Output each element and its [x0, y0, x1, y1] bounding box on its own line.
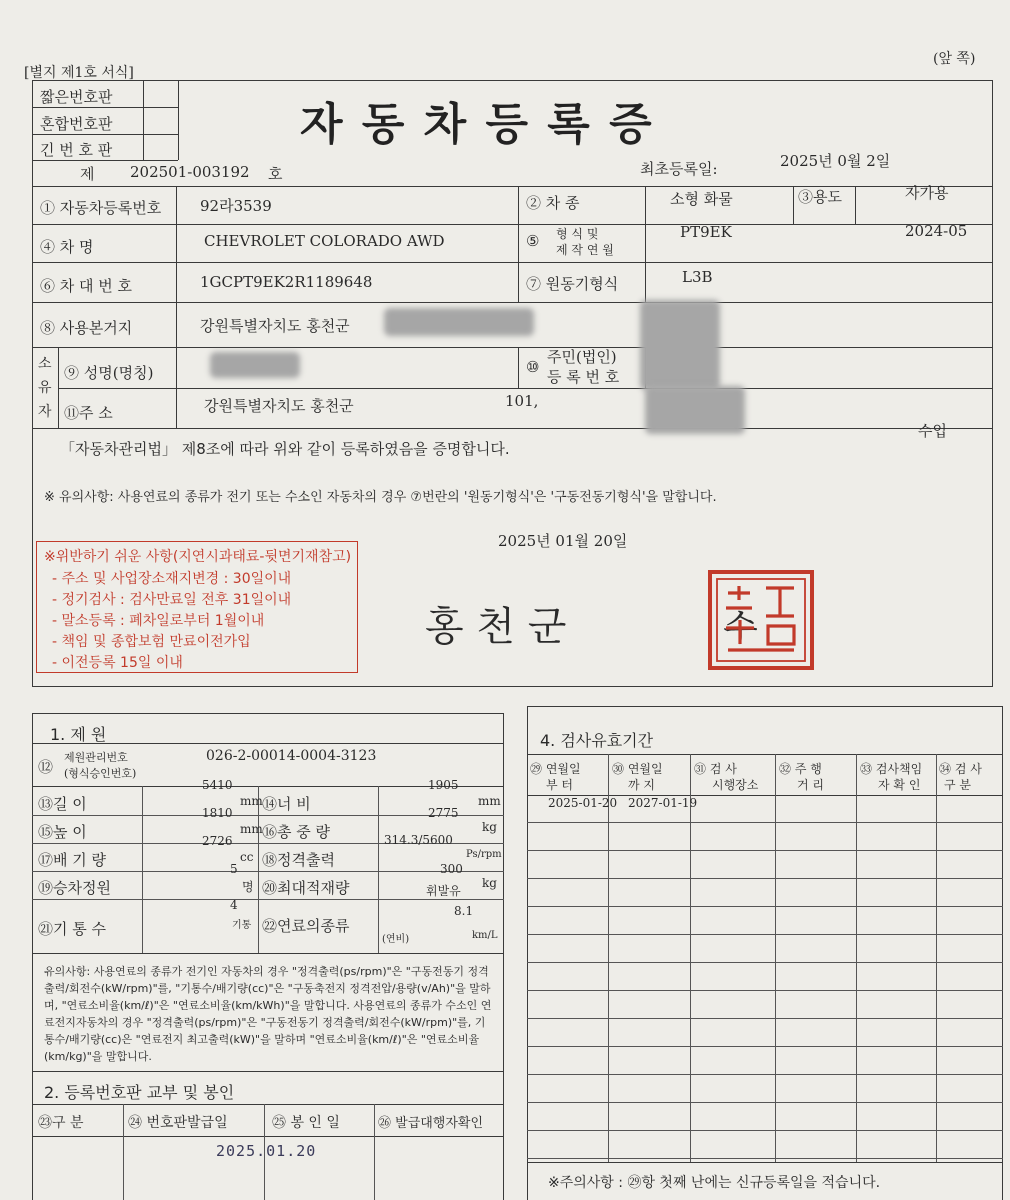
insp-header: ㉝ 검사책임 — [860, 762, 923, 776]
inspection-footnote: ※주의사항 : ㉙항 첫째 난에는 신규등록일을 적습니다. — [548, 1175, 881, 1191]
insp-header: 구 분 — [944, 778, 971, 792]
document-title: 자 동 차 등 록 증 — [300, 99, 654, 150]
warning-item: - 책임 및 종합보험 만료이전가입 — [52, 634, 251, 650]
spec-label-approval: (형식승인번호) — [64, 767, 137, 780]
spec-power-unit: Ps/rpm — [466, 849, 502, 860]
spec-label-length: ⑬길 이 — [38, 795, 87, 813]
plate-type-short: 짧은번호판 — [40, 88, 113, 106]
spec-mgmt-number: 026-2-00014-0004-3123 — [206, 748, 377, 764]
spec-seats-unit: 명 — [242, 880, 254, 894]
value-vin: 1GCPT9EK2R1189648 — [200, 273, 373, 291]
value-car-name: CHEVROLET COLORADO AWD — [204, 232, 445, 250]
grid-line — [527, 1046, 1003, 1047]
plate-header: ㉓구 분 — [38, 1115, 84, 1131]
plate-type-long: 긴 번 호 판 — [40, 141, 113, 159]
value-engine: L3B — [682, 268, 713, 286]
insp-header: ㉛ 검 사 — [694, 762, 737, 776]
redaction — [645, 386, 745, 434]
insp-header: ㉚ 연월일 — [612, 762, 663, 776]
first-reg-label: 최초등록일: — [640, 160, 718, 178]
insp-header: 부 터 — [546, 778, 573, 792]
insp-valid-to: 2027-01-19 — [628, 796, 698, 810]
warning-item: - 말소등록 : 폐차일로부터 1월이내 — [52, 613, 265, 629]
side-indicator: (앞 쪽) — [933, 51, 976, 67]
spec-load-unit: kg — [482, 876, 497, 890]
label-form-num: ⑤ — [526, 232, 540, 250]
insp-header: 거 리 — [797, 778, 824, 792]
grid-line — [527, 1018, 1003, 1019]
spec-label-fuel: ㉒연료의종류 — [262, 917, 350, 935]
insp-header: ㉜ 주 행 — [779, 762, 822, 776]
value-usage: 자가용 — [905, 184, 949, 202]
label-engine: ⑦ 원동기형식 — [526, 275, 619, 293]
grid-line — [775, 754, 776, 1162]
spec-cylinders: 4 — [230, 898, 238, 912]
insp-header: 자 확 인 — [878, 778, 921, 792]
spec-label-mgmt: 제원관리번호 — [64, 751, 128, 764]
grid-line — [856, 754, 857, 1162]
insp-header: 시행장소 — [712, 778, 759, 792]
paid-mark: 수입 — [918, 422, 947, 440]
spec-cylinders-unit: 기통 — [232, 920, 252, 931]
seal-text — [706, 568, 707, 569]
cert-date: 2025년 01월 20일 — [498, 532, 628, 550]
grid-line — [690, 754, 691, 1162]
grid-line — [527, 850, 1003, 851]
plate-header: ㉖ 발급대행자확인 — [378, 1116, 484, 1131]
value-address-unit: 101, — [505, 392, 539, 410]
grid-line — [527, 1102, 1003, 1103]
redaction — [640, 300, 720, 390]
value-vehicle-type: 소형 화물 — [670, 190, 733, 208]
insp-header: ㉙ 연월일 — [530, 762, 581, 776]
grid-line — [527, 934, 1003, 935]
value-manufacture-date: 2024-05 — [905, 222, 968, 240]
official-seal — [706, 568, 816, 672]
label-id-b: 등 록 번 호 — [547, 368, 620, 386]
plate-type-mixed: 혼합번호판 — [40, 115, 113, 133]
spec-width-unit: mm — [478, 794, 501, 808]
spec-efficiency: 8.1 — [454, 904, 474, 918]
label-form-b: 제 작 연 월 — [556, 243, 614, 257]
spec-seats: 5 — [230, 862, 238, 876]
spec-height-unit: mm — [240, 822, 263, 836]
grid-line — [527, 822, 1003, 823]
reg-no-prefix: 제 — [80, 165, 95, 183]
value-form: PT9EK — [680, 223, 732, 241]
value-reg-number: 92라3539 — [200, 197, 272, 215]
spec-eff-label: (연비) — [382, 934, 410, 945]
spec-weight: 2775 — [428, 806, 459, 820]
insp-header: 까 지 — [628, 778, 655, 792]
spec-weight-unit: kg — [482, 820, 497, 834]
value-base-location: 강원특별자치도 홍천군 — [200, 317, 350, 335]
label-form-a: 형 식 및 — [556, 227, 599, 241]
insp-header: ㉞ 검 사 — [939, 762, 982, 776]
spec-label-load: ⑳최대적재량 — [262, 879, 350, 897]
value-address: 강원특별자치도 홍천군 — [204, 397, 354, 415]
cert-notice: ※ 유의사항: 사용연료의 종류가 전기 또는 수소인 자동차의 경우 ⑦번란의 '원동기형식'은 '구동전동기형식'을 말합니다. — [44, 490, 717, 505]
label-usage: ③용도 — [798, 188, 842, 206]
spec-displacement-unit: cc — [240, 850, 254, 864]
spec-width: 1905 — [428, 778, 459, 792]
warning-item: - 정기검사 : 검사만료일 전후 31일이내 — [52, 592, 292, 608]
spec-label-num: ⑫ — [38, 758, 54, 776]
insp-valid-from: 2025-01-20 — [548, 796, 618, 810]
grid-line — [527, 878, 1003, 879]
label-car-name: ④ 차 명 — [40, 238, 94, 256]
spec-length-unit: mm — [240, 794, 263, 808]
inspection-frame — [527, 706, 1003, 1200]
spec-label-seats: ⑲승차정원 — [38, 879, 111, 897]
form-annex: [별지 제1호 서식] — [24, 65, 134, 81]
label-name: ⑨ 성명(명칭) — [64, 364, 154, 382]
spec-load: 300 — [440, 862, 463, 876]
spec-height: 1810 — [202, 806, 233, 820]
label-vin: ⑥ 차 대 번 호 — [40, 277, 133, 295]
grid-line — [527, 1074, 1003, 1075]
warning-item: - 이전등록 15일 이내 — [52, 655, 183, 671]
reg-no-suffix: 호 — [268, 165, 283, 183]
cert-statement: 「자동차관리법」 제8조에 따라 위와 같이 등록하였음을 증명합니다. — [60, 440, 510, 458]
warning-item: - 주소 및 사업장소재지변경 : 30일이내 — [52, 571, 292, 587]
inspection-section-title: 4. 검사유효기간 — [540, 731, 654, 750]
redaction — [210, 352, 300, 378]
plate-section-title: 2. 등록번호판 교부 및 봉인 — [44, 1083, 235, 1102]
spec-label-displacement: ⑰배 기 량 — [38, 851, 107, 869]
spec-label-height: ⑮높 이 — [38, 823, 87, 841]
grid-line — [527, 1158, 1003, 1159]
grid-line — [527, 906, 1003, 907]
label-base-location: ⑧ 사용본거지 — [40, 319, 133, 337]
grid-line — [936, 754, 937, 1162]
spec-length: 5410 — [202, 778, 233, 792]
spec-label-weight: ⑯총 중 량 — [262, 823, 331, 841]
reg-number: 202501-003192 — [130, 163, 250, 181]
owner-side-label: 소 유 자 — [38, 356, 52, 420]
label-id-a: 주민(법인) — [547, 348, 617, 366]
redaction — [384, 308, 534, 336]
grid-line — [527, 990, 1003, 991]
spec-label-cylinders: ㉑기 통 수 — [38, 920, 107, 938]
grid-line — [527, 1130, 1003, 1131]
issuer-name: 홍 천 군 — [425, 604, 567, 650]
label-reg-number: ① 자동차등록번호 — [40, 199, 162, 217]
grid-line — [527, 962, 1003, 963]
plate-issue-date: 2025.01.20 — [216, 1142, 317, 1160]
issuer-suffix: 수 — [723, 608, 758, 649]
spec-efficiency-unit: km/L — [472, 930, 498, 941]
spec-displacement: 2726 — [202, 834, 233, 848]
label-id-num: ⑩ — [526, 358, 540, 376]
label-vehicle-type: ② 차 종 — [526, 194, 580, 212]
warning-title: ※위반하기 쉬운 사항(지연시과태료-뒷면기재참고) — [44, 549, 352, 565]
plate-header: ㉕ 봉 인 일 — [272, 1115, 340, 1131]
plate-header: ㉔ 번호판발급일 — [128, 1115, 228, 1131]
spec-power: 314.3/5600 — [384, 833, 453, 847]
spec-label-width: ⑭너 비 — [262, 795, 311, 813]
specs-section-title: 1. 제 원 — [50, 725, 107, 744]
grid-line — [608, 754, 609, 1162]
label-address: ⑪주 소 — [64, 404, 113, 422]
first-reg-date: 2025년 0월 2일 — [780, 152, 891, 170]
specs-note: 유의사항: 사용연료의 종류가 전기인 자동차의 경우 "정격출력(ps/rpm)"은 "구동전동기 정격출력/회전수(kW/rpm)"를, "기통수/배기량(cc)"은 "구동축전지 정격전압/용량(v/Ah)"을 말하며, "연료소비율(km/ℓ)"은 "연료소비율(km/kWh)"을 말합니다. 사용연료의 종류가 수소인 연료전지자동차의 경우 "정격출력(ps/rpm)"은 "구동전동기 정격출력/회전수(kW/rpm)"를, 기통수/배기량(cc)은 "연료전지 최고출력(kW)"을 말하며 "연료소비율(km/ℓ)"은 "연료소비율(km/kg)"을 말합니다. — [44, 965, 492, 1063]
spec-label-power: ⑱정격출력 — [262, 851, 335, 869]
spec-fuel: 휘발유 — [426, 884, 461, 898]
